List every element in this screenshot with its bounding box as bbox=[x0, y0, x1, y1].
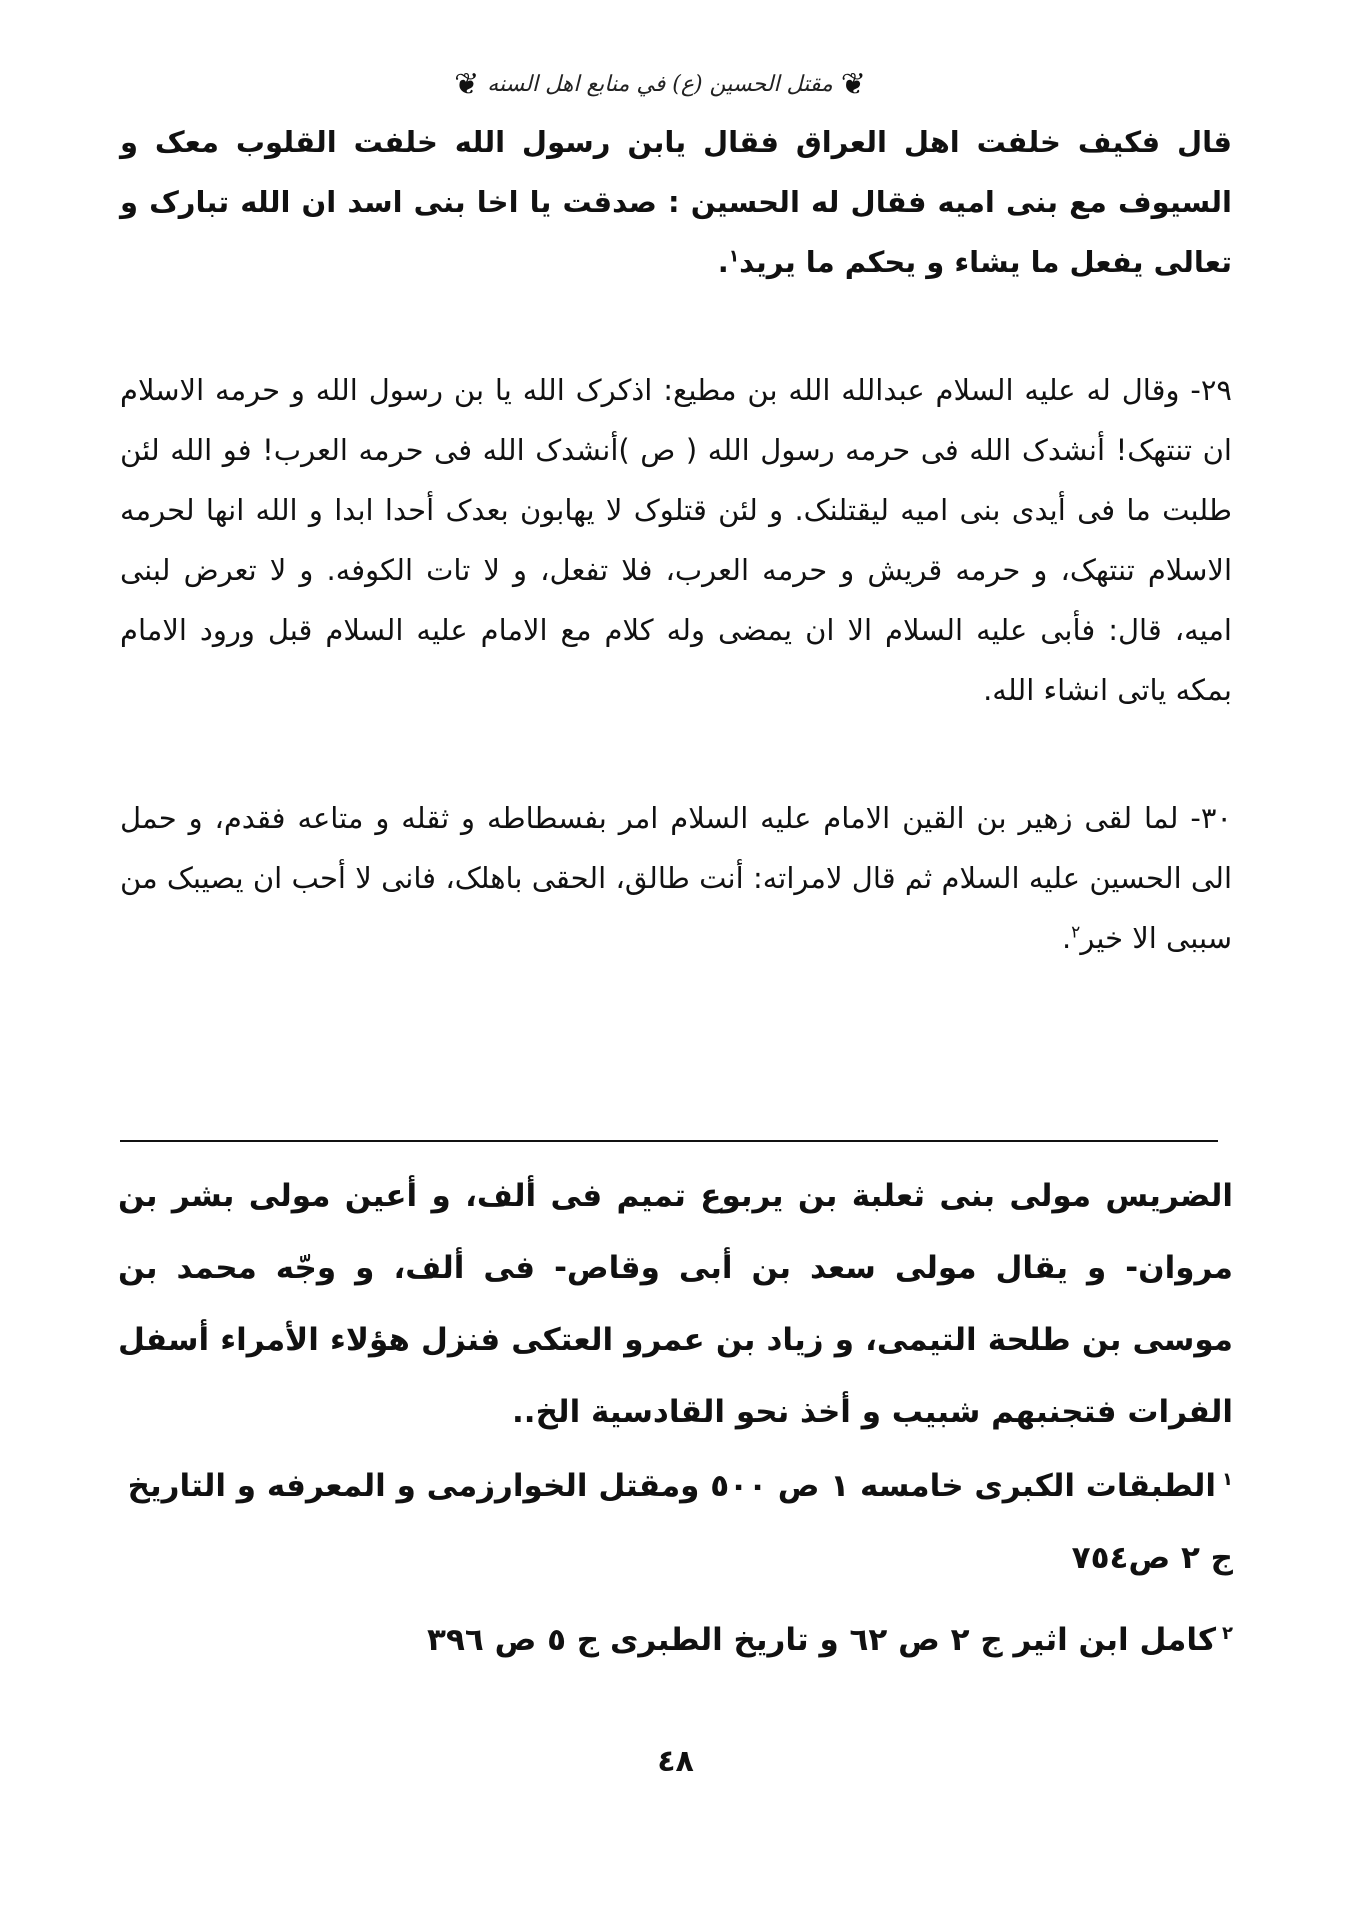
paragraph-text: ٣٠- لما لقی زهير بن القين الامام عليه السلام امر بفسطاطه و ثقله و متاعه فقدم، و حمل الی الحسين عليه السلام ثم قال لامراته: أنت طالق، الحقی باهلک، فانی لا أحب ان يصيبک من سببی الا خير bbox=[120, 801, 1232, 955]
body-paragraph bbox=[120, 360, 1232, 720]
ornament-icon: ❦ bbox=[840, 66, 866, 102]
page-number: ٤٨ bbox=[657, 1744, 694, 1779]
running-header-title: مقتل الحسين (ع) في منابع اهل السنه bbox=[487, 71, 833, 97]
footnote-text: الطبقات الكبری خامسه ١ ص ٥٠٠ ومقتل الخوارزمی و المعرفه و التاريخ ج ٢ ص٧٥٤ bbox=[127, 1468, 1233, 1576]
footnote-reference: ٢ bbox=[1071, 922, 1081, 943]
footnote-marker: ١ bbox=[1222, 1468, 1233, 1490]
paragraph-text: قال فكيف خلفت اهل العراق فقال يابن رسول الله خلفت القلوب معک و السيوف مع بنی اميه فقال له الحسين : صدقت يا اخا بنی اسد ان الله تبارک و تعالی يفعل ما يشاء و يحكم ما يريد bbox=[120, 125, 1232, 279]
footnote-item bbox=[118, 1604, 1233, 1676]
running-header bbox=[360, 64, 960, 104]
body-paragraph: ٣٠- لما لقی زهير بن القين الامام عليه السلام امر بفسطاطه و ثقله و متاعه فقدم، و حمل الی الحسين عليه السلام ثم قال لامراته: أنت طالق، الحقی باهلک، فانی لا أحب ان يصيبک من سببی الا خير$^٢$. bbox=[120, 801, 1232, 955]
footnote-text: كامل ابن اثير ج ٢ ص ٦٢ و تاريخ الطبری ج ٥ ص ٣٩٦ bbox=[427, 1622, 1216, 1658]
footnote-marker: ٢ bbox=[1222, 1622, 1233, 1644]
footnote-continuation: الضريس مولی بنی ثعلبة بن يربوع تميم فی ألف، و أعين مولی بشر بن مروان- و يقال مولی سعد بن أبی وقاص- فی ألف، و وجّه محمد بن موسی بن طلحة التيمی، و زياد بن عمرو العتكی فنزل هؤلاء الأمراء أسفل الفرات فتجنبهم شبيب و أخذ نحو القادسية الخ.. bbox=[118, 1178, 1233, 1430]
body-paragraph: قال فكيف خلفت اهل العراق فقال يابن رسول الله خلفت القلوب معک و السيوف مع بنی اميه فقال له الحسين : صدقت يا اخا بنی اسد ان الله تبارک و تعالی يفعل ما يشاء و يحكم ما يريد$^١$. bbox=[120, 125, 1232, 279]
footnote-item bbox=[118, 1450, 1233, 1594]
ornament-icon: ❦ bbox=[454, 66, 480, 102]
footnote-reference: ١ bbox=[728, 246, 740, 267]
footnotes-section bbox=[118, 1160, 1233, 1676]
paragraph-text: ٢٩- وقال له عليه السلام عبدالله الله بن مطيع: اذکرک الله يا بن رسول الله و حرمه الاسلام ان تنتهک! أنشدک الله فی حرمه رسول الله ( ص )أنشدک الله فی حرمه العرب! فو الله لئن طلبت ما فی أيدی بنی اميه ليقتلنک. و لئن قتلوک لا يهابون بعدک أحدا ابدا و الله انها لحرمه الاسلام تنتهک، و حرمه قريش و حرمه العرب، فلا تفعل، و لا تات الكوفه. و لا تعرض لبنی اميه، قال: فأبی عليه السلام الا ان يمضی وله کلام مع الامام عليه السلام قبل ورود الامام بمكه ياتی انشاء الله. bbox=[120, 373, 1232, 707]
footnote-divider bbox=[120, 1140, 1218, 1142]
